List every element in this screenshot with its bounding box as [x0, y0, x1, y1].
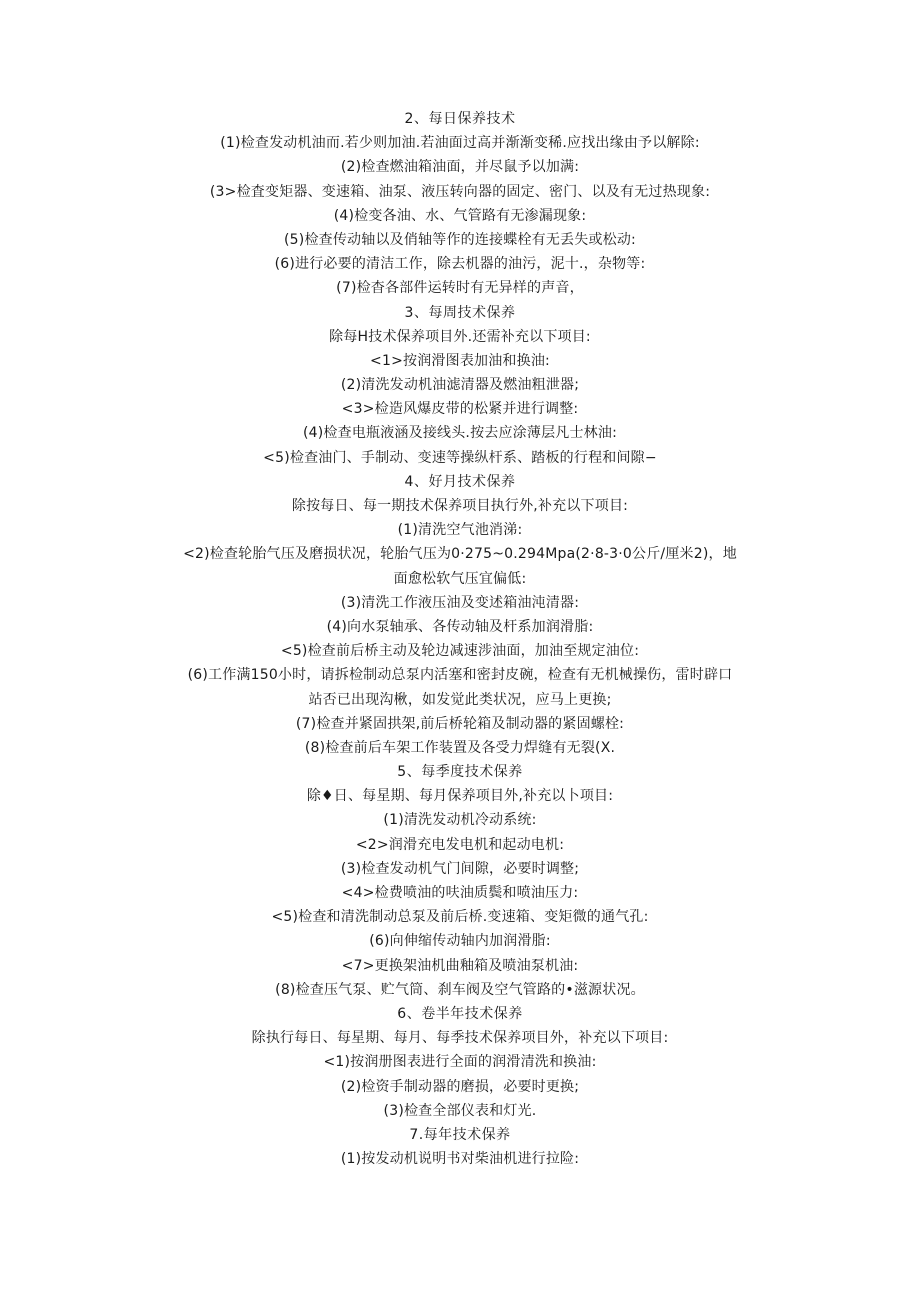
- text-line: <1>按润滑图表加油和换油:: [370, 352, 550, 369]
- text-line: <2>润滑充电发电机和起动电机:: [355, 836, 565, 853]
- text-line: (3)检查发动机气门间隙，必要时调整;: [340, 860, 580, 877]
- text-line: 除按每日、每一期技术保养项目执行外,补充以下项目:: [291, 498, 629, 514]
- section-heading: 4、好月技术保养: [404, 473, 516, 490]
- text-line: (7)检杳各部件运转时有无异样的声音，: [336, 280, 584, 297]
- text-line: (8)检查前后车架工作装置及各受力焊缝有无裂(X.: [304, 739, 616, 756]
- document-body: [150, 107, 770, 1171]
- text-line: (3>检査变矩器、变速箱、油泵、液压转向器的固定、密门、以及有无过热现象:: [209, 183, 711, 200]
- text-line: (4)检查电瓶液涵及接线头.按去应涂薄层凡士林油:: [303, 425, 617, 442]
- text-line: <5)检查油门、手制动、变速等操纵杆系、踏板的行程和间隙−: [263, 449, 657, 466]
- text-line: (6)进行必要的清洁工作，除去机器的油污，泥十.，杂物等:: [274, 256, 646, 273]
- section-heading: 3、每周技术保养: [404, 304, 516, 321]
- text-line: <2)检查轮胎气压及磨损状况，轮胎气压为0·275~0.294Mpa(2·8-3·0公斤/厘米2)，地: [183, 546, 737, 563]
- section-heading: 6、卷半年技术保养: [397, 1005, 523, 1022]
- text-line: <4>检费喷油的呋油质鬓和喷油压力:: [341, 885, 579, 901]
- text-line: 面愈松软气压宜偏低:: [393, 570, 527, 587]
- text-line: (1)按发动机说明书对柴油机进行拉险:: [340, 1151, 580, 1168]
- text-line: (1)清洗发动机冷动系统:: [383, 812, 537, 829]
- text-line: (4)检变各油、水、气管路有无渗漏现象:: [333, 207, 587, 224]
- text-line: <5)检查前后桥主动及轮边减速涉油面，加油至规定油位:: [280, 643, 640, 660]
- text-line: 除每H技术保养项目外.还需补充以下项目:: [329, 328, 591, 345]
- section-heading: 2、每日保养技术: [404, 111, 516, 127]
- text-line: (1)清洗空气池消涕:: [397, 522, 523, 539]
- text-line: <7>更换架油机曲釉箱及喷油泵机油:: [341, 957, 579, 974]
- text-line: (7)检查并紧固拱架,前后桥轮箱及制动器的紧固螺栓:: [295, 715, 625, 732]
- text-line: 站否已出现沟楸，如发觉此类状况，应马上更换;: [308, 691, 612, 708]
- text-line: (2)检查燃油箱油面，并尽鼠予以加满:: [340, 159, 580, 176]
- text-line: (6)向伸缩传动轴内加润滑脂:: [369, 933, 551, 950]
- text-line: (3)清洗工作液压油及变述箱油沌清器:: [340, 594, 580, 611]
- text-line: <3>检造风爆皮带的松紧并进行调整:: [341, 401, 579, 418]
- section-heading: 5、每季度技术保养: [397, 764, 523, 781]
- text-line: (3)检查全部仪表和灯光.: [383, 1102, 537, 1119]
- text-line: <5)检查和清洗制动总泵及前后桥.变速箱、变矩微的通气孔:: [271, 909, 649, 926]
- text-line: (8)检查压气泵、贮气筒、刹车阀及空气管路的•滋源状况。: [275, 981, 645, 998]
- text-line: 除♦日、每星期、每月保养项目外,补充以卜项目:: [306, 788, 614, 805]
- text-line: <1)按润册图表进行全面的润滑清洗和换油:: [323, 1054, 597, 1071]
- text-line: 除执行每日、每星期、每月、每季技术保养项目外，补充以下项目:: [251, 1030, 669, 1047]
- section-heading: 7.每年技术保养: [409, 1126, 511, 1143]
- text-line: (1)检查发动机油而.若少则加油.若油面过高并渐渐变稀.应找出缘由予以解除:: [220, 135, 700, 152]
- text-line: (5)检查传动轴以及俏轴等作的连接蝶栓有无丢失或松动:: [284, 231, 636, 248]
- text-line: (6)工作满150小时，请拆检制动总泵内活塞和密封皮碗，检查有无机械操伤，雷时辟口: [187, 667, 733, 684]
- text-line: (2)检资手制动器的磨损，必要时更换;: [340, 1078, 580, 1095]
- text-line: (2)清洗发动机油滤清器及燃油粗泄器;: [340, 377, 580, 394]
- text-line: (4)向水泵轴承、各传动轴及杆系加润滑脂:: [326, 618, 594, 635]
